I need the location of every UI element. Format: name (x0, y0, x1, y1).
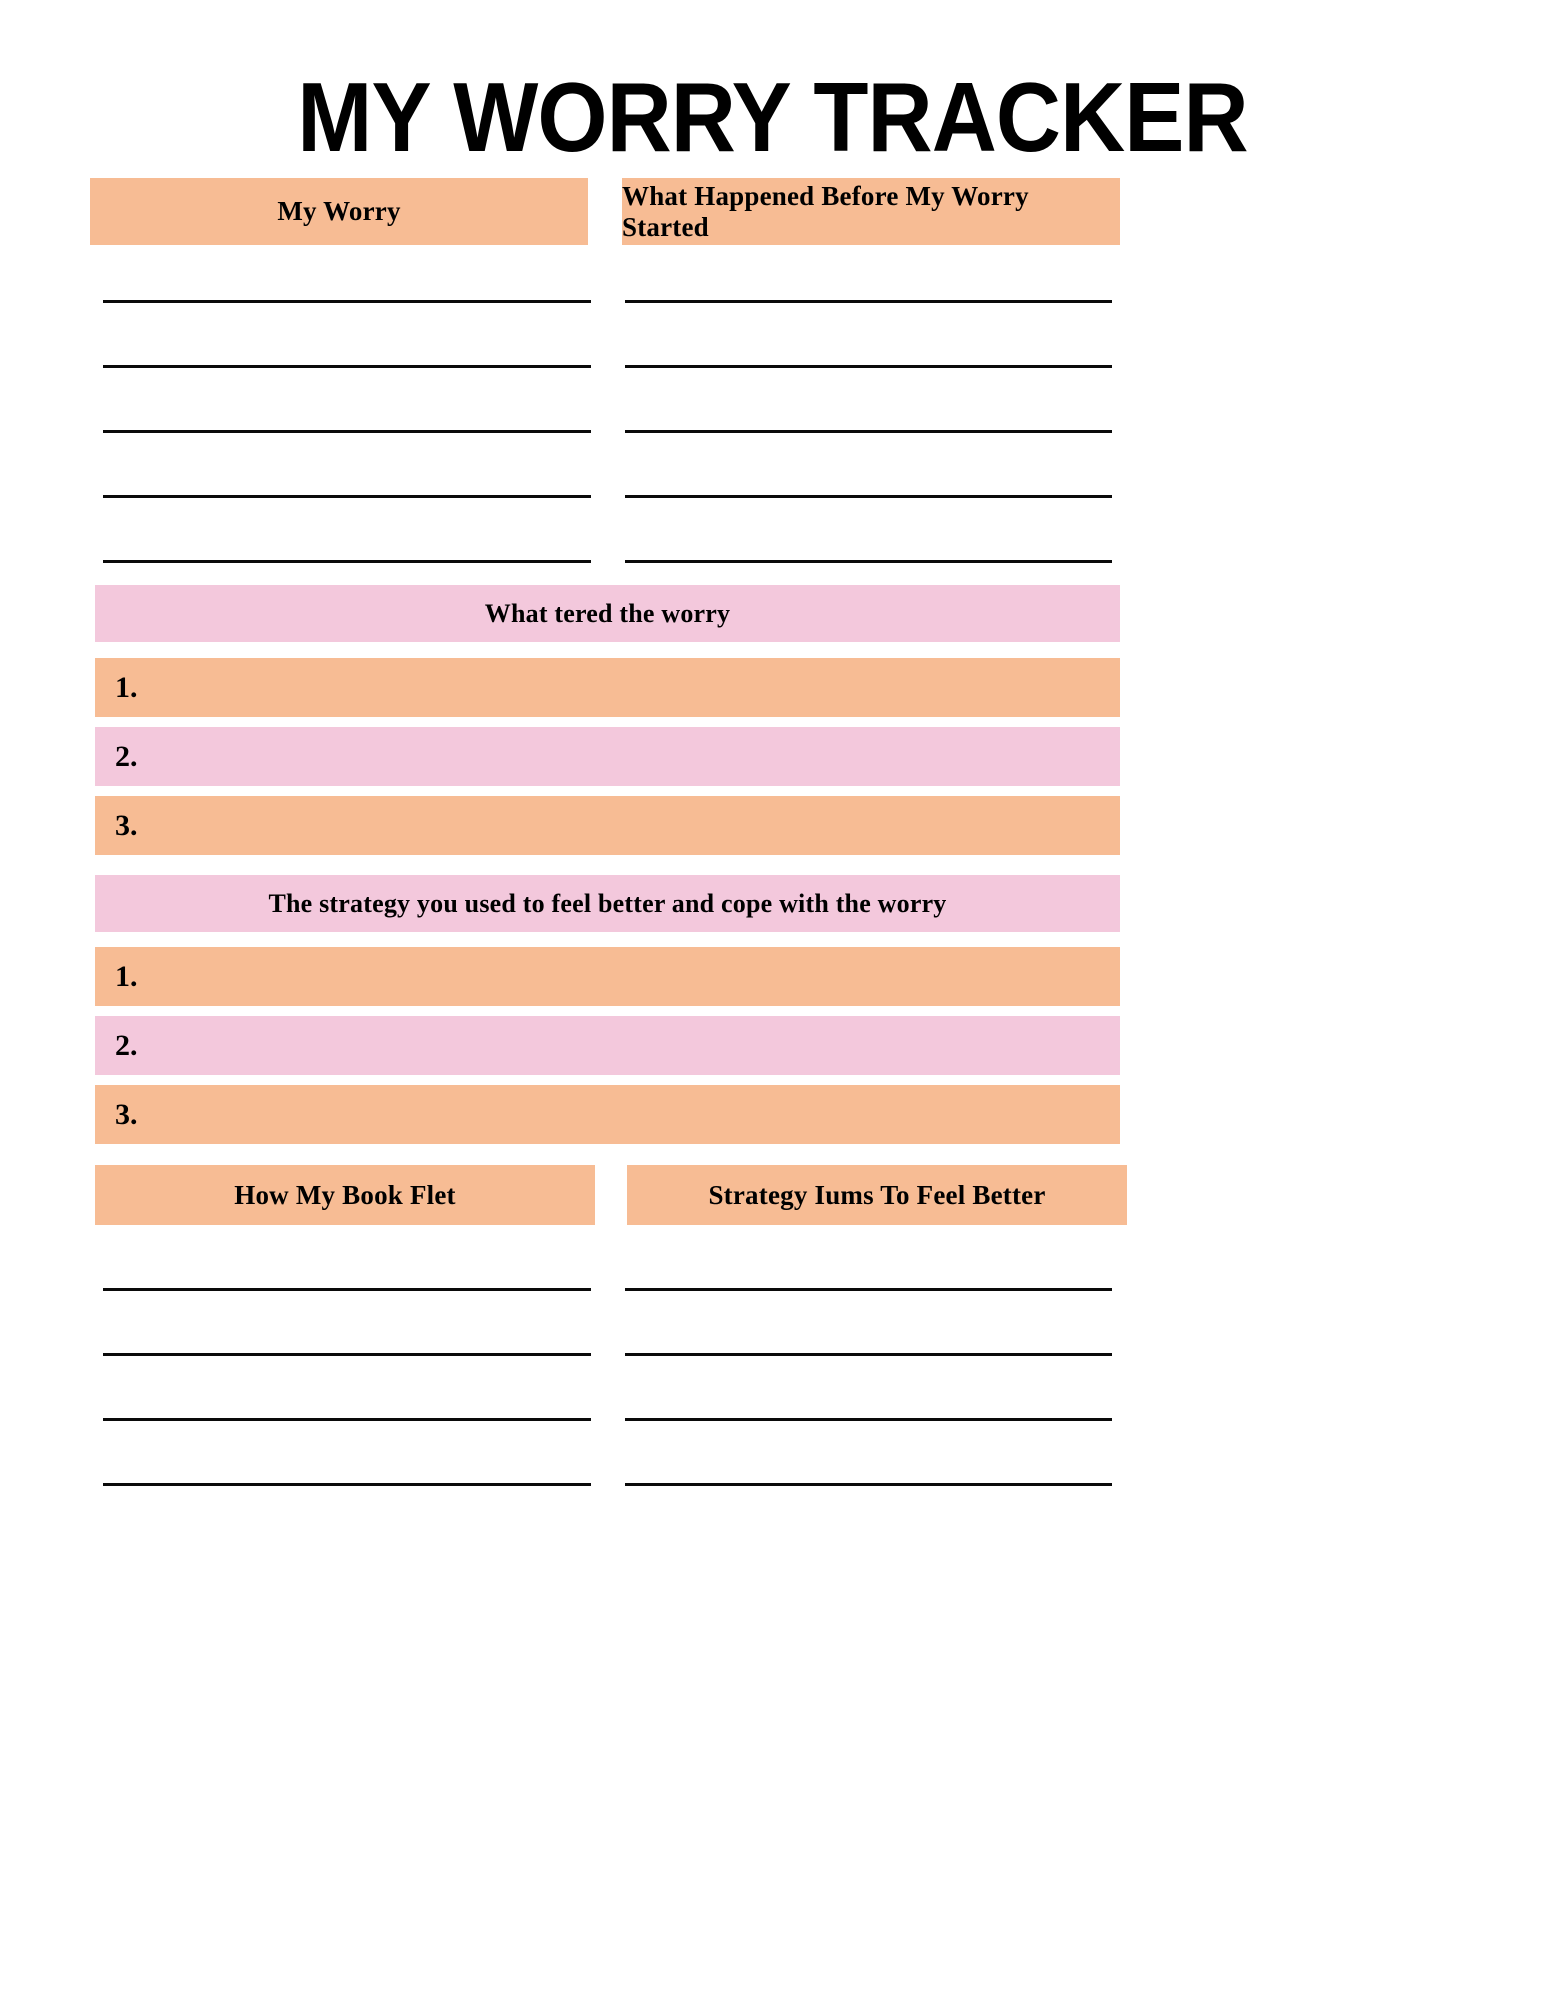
write-line-strategy-to-feel-better-4[interactable] (625, 1483, 1112, 1486)
header-what-triggered-the-worry (95, 585, 1120, 642)
header-strategy-used-label: The strategy you used to feel better and cope with the worry (268, 888, 947, 918)
header-my-worry-label: My Worry (277, 196, 401, 226)
header-strategy-to-feel-better-label: Strategy Iums To Feel Better (708, 1179, 1046, 1210)
header-what-happened-before-label: What Happened Before My Worry Started (622, 180, 1029, 242)
strategy-row-1-number: 1. (115, 959, 138, 993)
write-line-how-my-book-felt-2[interactable] (103, 1353, 591, 1356)
strategy-row-3-number: 3. (115, 1097, 138, 1131)
write-line-how-my-book-felt-1[interactable] (103, 1288, 591, 1291)
write-line-my-worry-2[interactable] (103, 365, 591, 368)
write-line-what-happened-1[interactable] (625, 300, 1112, 303)
write-line-my-worry-1[interactable] (103, 300, 591, 303)
write-line-how-my-book-felt-4[interactable] (103, 1483, 591, 1486)
write-line-what-happened-5[interactable] (625, 560, 1112, 563)
trigger-row-2[interactable] (95, 727, 1120, 786)
strategy-row-3[interactable] (95, 1085, 1120, 1144)
strategy-row-2-number: 2. (115, 1028, 138, 1062)
write-line-my-worry-5[interactable] (103, 560, 591, 563)
strategy-row-2[interactable] (95, 1016, 1120, 1075)
write-line-what-happened-2[interactable] (625, 365, 1112, 368)
header-what-happened-before (622, 178, 1120, 245)
header-strategy-to-feel-better (627, 1165, 1127, 1225)
header-my-worry (90, 178, 588, 245)
header-how-my-book-felt (95, 1165, 595, 1225)
write-line-my-worry-3[interactable] (103, 430, 591, 433)
write-line-strategy-to-feel-better-1[interactable] (625, 1288, 1112, 1291)
header-how-my-book-felt-label: How My Book Flet (234, 1179, 456, 1210)
write-line-strategy-to-feel-better-3[interactable] (625, 1418, 1112, 1421)
strategy-row-1[interactable] (95, 947, 1120, 1006)
write-line-how-my-book-felt-3[interactable] (103, 1418, 591, 1421)
write-line-what-happened-3[interactable] (625, 430, 1112, 433)
trigger-row-1-number: 1. (115, 670, 138, 704)
header-strategy-used (95, 875, 1120, 932)
write-line-what-happened-4[interactable] (625, 495, 1112, 498)
trigger-row-2-number: 2. (115, 739, 138, 773)
write-line-my-worry-4[interactable] (103, 495, 591, 498)
trigger-row-3[interactable] (95, 796, 1120, 855)
page-title: MY WORRY TRACKER (297, 62, 1248, 172)
trigger-row-3-number: 3. (115, 808, 138, 842)
trigger-row-1[interactable] (95, 658, 1120, 717)
write-line-strategy-to-feel-better-2[interactable] (625, 1353, 1112, 1356)
header-what-triggered-the-worry-label: What tered the worry (484, 598, 731, 628)
